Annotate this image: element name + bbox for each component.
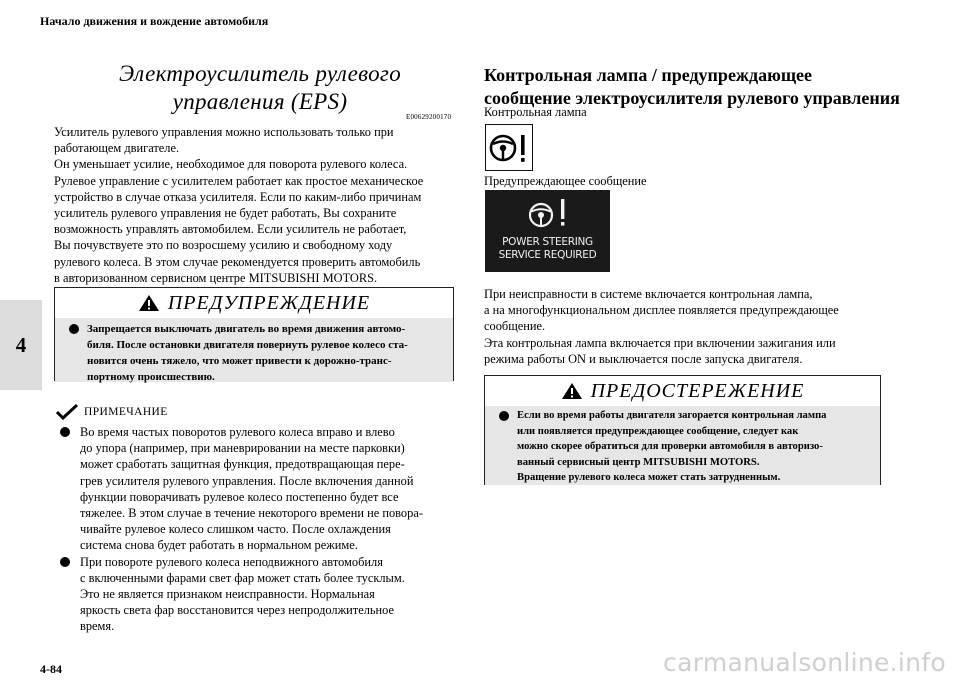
bullet-icon (69, 324, 79, 334)
message-label: Предупреждающее сообщение (484, 174, 647, 188)
note-list (56, 424, 456, 635)
bullet-icon (60, 427, 70, 437)
section-title-line-1: Электроусилитель рулевого (118, 61, 401, 86)
bullet-icon (499, 411, 509, 421)
text-line: тяжелее. В этом случае в течение некоторого времени не повора- (80, 506, 423, 521)
page-number: 4-84 (40, 662, 62, 676)
note-label: ПРИМЕЧАНИЕ (84, 406, 168, 418)
checkmark-note-icon (56, 404, 78, 420)
note-heading (56, 404, 168, 420)
text-line: а на многофункциональном дисплее появляется предупреждающее (484, 303, 839, 318)
caution-line: Вращение рулевого колеса может стать затрудненным. (517, 472, 781, 484)
watermark: carmanualsonline.info (663, 648, 946, 677)
warning-title: ПРЕДУПРЕЖДЕНИЕ (167, 291, 371, 314)
caution-box (484, 375, 881, 485)
warning-line: новится очень тяжело, что может привести к дорожно-транс- (87, 355, 392, 367)
text-line: система снова будет работать в нормальном режиме. (80, 538, 358, 553)
warning-line: биля. После остановки двигателя повернуть рулевое колесо ста- (87, 339, 408, 351)
note-item (56, 424, 456, 554)
caution-body (485, 406, 880, 485)
section-title-line-1: Контрольная лампа / предупреждающее (484, 65, 813, 85)
display-line-2: SERVICE REQUIRED (498, 249, 597, 261)
chapter-tab (0, 300, 42, 390)
text-line: до упора (например, при маневрировании на месте парковки) (80, 441, 405, 456)
warning-lamp-image (485, 124, 533, 171)
text-line: Вы почувствуете это по возросшему усилию и свободному ходу (54, 238, 393, 253)
warning-header (55, 288, 453, 318)
warning-line: Запрещается выключать двигатель во время движения автомо- (87, 323, 406, 335)
section-code: E00629200170 (406, 113, 452, 121)
chapter-number: 4 (15, 332, 27, 357)
warning-triangle-icon (561, 382, 583, 400)
running-header: Начало движения и вождение автомобиля (40, 14, 269, 28)
text-line: с включенными фарами свет фар может стать более тусклым. (80, 570, 405, 585)
text-line: При повороте рулевого колеса неподвижного автомобиля (80, 554, 383, 569)
text-line: яркость света фар восстановится через непродолжительное (80, 603, 395, 618)
text-line: сообщение. (484, 319, 546, 334)
eps-description (54, 124, 454, 286)
note-item (56, 554, 456, 635)
caution-line: Если во время работы двигателя загорается контрольная лампа (517, 410, 827, 421)
text-line: Эта контрольная лампа включается при включении зажигания или (484, 335, 836, 350)
section-title-line-2: управления (EPS) (172, 89, 348, 114)
section-title-line-2: сообщение электроусилителя рулевого управления (484, 88, 900, 108)
caution-line: можно скорее обратиться для проверки автомобиля в авторизо- (517, 441, 823, 453)
steering-wheel-warning-icon (485, 190, 610, 236)
display-message-text (485, 236, 610, 262)
text-line: может сработать защитная функция, предотвращающая пере- (80, 457, 405, 472)
caution-line: ванный сервисный центр MITSUBISHI MOTORS. (517, 456, 760, 468)
text-line: возможность управлять автомобилем. Если усилитель не работает, (54, 222, 407, 237)
text-line: работающем двигателе. (54, 141, 180, 156)
text-line: Это не является признаком неисправности. Нормальная (80, 587, 375, 602)
text-line: Рулевое управление с усилителем работает как простое механическое (54, 173, 424, 188)
display-message-image (485, 190, 610, 272)
warning-body (55, 318, 453, 382)
text-line: грев усилителя рулевого управления. После включения данной (80, 473, 414, 488)
lamp-label: Контрольная лампа (484, 105, 587, 119)
text-line: Во время частых поворотов рулевого колеса вправо и влево (80, 425, 395, 439)
text-line: время. (80, 619, 115, 634)
warning-triangle-icon (138, 294, 160, 312)
text-line: в авторизованном сервисном центре MITSUBISHI MOTORS. (54, 270, 378, 285)
bullet-icon (60, 557, 70, 567)
caution-title: ПРЕДОСТЕРЕЖЕНИЕ (590, 379, 805, 402)
caution-line: или появляется предупреждающее сообщение, следует как (517, 425, 799, 437)
section-title-eps (70, 60, 450, 116)
text-line: усилитель рулевого управления не будет работать, Вы сохраните (54, 206, 397, 221)
text-line: режима работы ON и выключается после запуска двигателя. (484, 351, 803, 366)
text-line: При неисправности в системе включается контрольная лампа, (484, 287, 813, 301)
warning-box (54, 287, 454, 381)
text-line: функции поворачивать рулевое колесо постепенно будет все (80, 489, 399, 504)
warning-line: портному происшествию. (87, 371, 215, 383)
text-line: Он уменьшает усилие, необходимое для поворота рулевого колеса. (54, 157, 408, 172)
display-line-1: POWER STEERING (502, 236, 593, 248)
text-line: Усилитель рулевого управления можно использовать только при (54, 125, 394, 139)
caution-header (485, 376, 880, 406)
text-line: устройство в случае отказа усилителя. Если по каким-либо причинам (54, 189, 422, 204)
lamp-description (484, 286, 904, 367)
text-line: чивайте рулевое колесо слишком часто. После охлаждения (80, 522, 391, 537)
steering-wheel-warning-icon (486, 125, 532, 170)
text-line: рулевого колеса. В этом случае рекомендуется проверить автомобиль (54, 254, 421, 269)
